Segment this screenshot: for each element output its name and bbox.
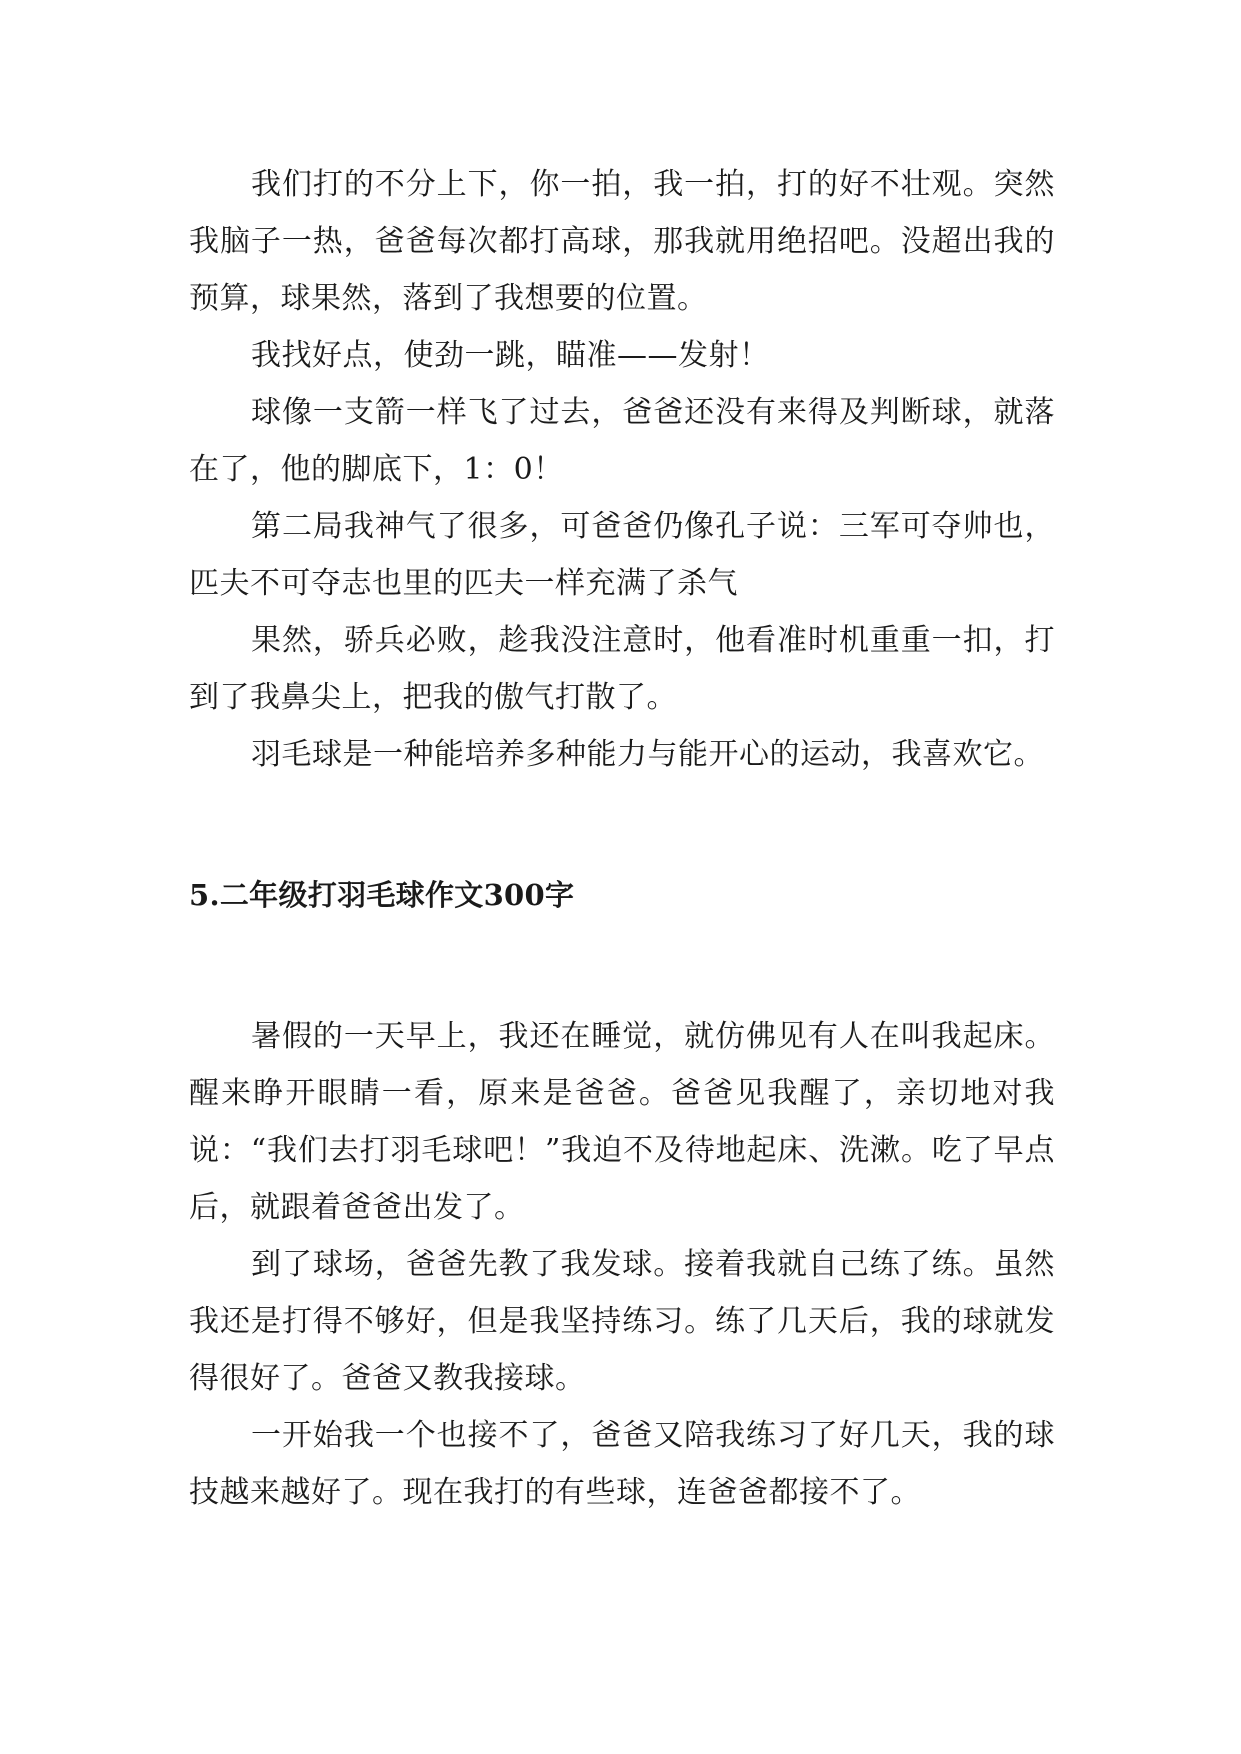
spacer [189, 783, 1055, 867]
spacer [189, 924, 1055, 1008]
paragraph: 暑假的一天早上，我还在睡觉，就仿佛见有人在叫我起床。醒来睁开眼睛一看，原来是爸爸。爸爸见我醒了，亲切地对我说：“我们去打羽毛球吧！”我迫不及待地起床、洗漱。吃了早点后，就跟着爸爸出发了。 [189, 1019, 1055, 1225]
document-page [189, 156, 1086, 1521]
paragraph: 我们打的不分上下，你一拍，我一拍，打的好不壮观。突然我脑子一热，爸爸每次都打高球，那我就用绝招吧。没超出我的预算，球果然，落到了我想要的位置。 [189, 167, 1055, 316]
paragraph: 羽毛球是一种能培养多种能力与能开心的运动，我喜欢它。 [251, 737, 1044, 772]
paragraph: 到了球场，爸爸先教了我发球。接着我就自己练了练。虽然我还是打得不够好，但是我坚持练习。练了几天后，我的球就发得很好了。爸爸又教我接球。 [189, 1247, 1055, 1396]
section-heading: 5.二年级打羽毛球作文300字 [189, 878, 575, 912]
paragraph: 果然，骄兵必败，趁我没注意时，他看准时机重重一扣，打 到了我鼻尖上，把我的傲气打散了。 [189, 623, 1086, 715]
paragraph: 第二局我神气了很多，可爸爸仍像孔子说：三军可夺帅也，匹夫不可夺志也里的匹夫一样充满了杀气 [189, 509, 1055, 601]
paragraph: 一开始我一个也接不了，爸爸又陪我练习了好几天，我的球技越来越好了。现在我打的有些球，连爸爸都接不了。 [189, 1418, 1055, 1510]
paragraph: 我找好点，使劲一跳，瞄准——发射！ [251, 338, 770, 373]
paragraph: 球像一支箭一样飞了过去，爸爸还没有来得及判断球，就落在了，他的脚底下，1：0！ [189, 395, 1055, 487]
